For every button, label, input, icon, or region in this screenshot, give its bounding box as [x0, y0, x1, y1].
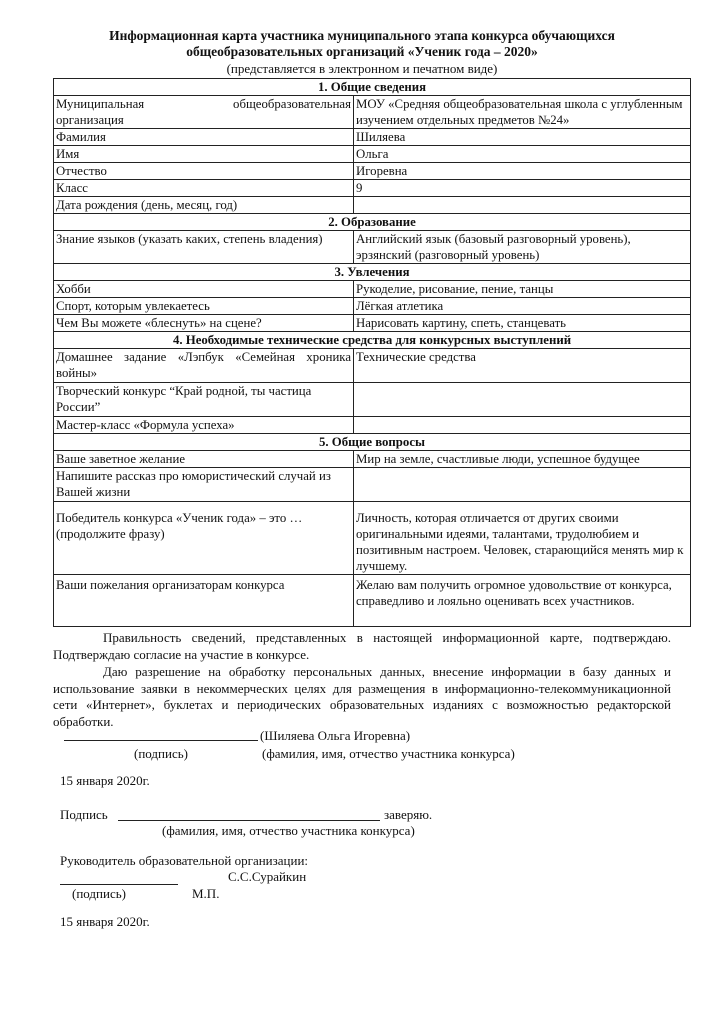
sport-label: Спорт, которым увлекаетесь [54, 298, 354, 315]
table-row [54, 383, 691, 417]
surname-value: Шиляева [354, 129, 691, 146]
table-row [54, 315, 691, 332]
section-general-questions-title: 5. Общие вопросы [54, 434, 691, 451]
wish-value: Мир на земле, счастливые люди, успешное будущее [354, 451, 691, 468]
name-value: Ольга [354, 146, 691, 163]
surname-label: Фамилия [54, 129, 354, 146]
signature-line [64, 740, 258, 741]
section-education-title: 2. Образование [54, 214, 691, 231]
municipal-label-c: организация [56, 113, 124, 127]
section-row [54, 79, 691, 96]
table-row [54, 96, 691, 129]
table-row [54, 180, 691, 197]
doc-title-line2: общеобразовательных организаций «Ученик года – 2020» [186, 44, 538, 59]
table-row [54, 468, 691, 502]
patronymic-label: Отчество [54, 163, 354, 180]
birth-value [354, 197, 691, 214]
table-row [54, 575, 691, 627]
master-value [354, 417, 691, 434]
story-value [354, 468, 691, 502]
table-row [54, 417, 691, 434]
winner-label: Победитель конкурса «Ученик года» – это … (продолжите фразу) [54, 502, 354, 575]
table-row [54, 129, 691, 146]
table-row [54, 163, 691, 180]
languages-value: Английский язык (базовый разговорный уровень), эрзянский (разговорный уровень) [354, 231, 691, 264]
table-row [54, 298, 691, 315]
section-hobbies-title: 3. Увлечения [54, 264, 691, 281]
date-2: 15 января 2020г. [60, 914, 150, 929]
table-row [54, 231, 691, 264]
head-label: Руководитель образовательной организации: [60, 853, 309, 868]
wish-label: Ваше заветное желание [54, 451, 354, 468]
class-label: Класс [54, 180, 354, 197]
municipal-value: МОУ «Средняя общеобразовательная школа с углубленным изучением отдельных предметов №24» [354, 96, 691, 129]
section-row [54, 434, 691, 451]
participant-name: (Шиляева Ольга Игоревна) [260, 728, 411, 743]
certify-prefix: Подпись [60, 807, 108, 822]
doc-subtitle: (представляется в электронном и печатном виде) [226, 61, 498, 76]
name-label: Имя [54, 146, 354, 163]
hobby-value: Рукоделие, рисование, пение, танцы [354, 281, 691, 298]
certify-caption: (фамилия, имя, отчество участника конкурса) [162, 823, 415, 838]
master-label: Мастер-класс «Формула успеха» [54, 417, 354, 434]
wishes-value: Желаю вам получить огромное удовольствие от конкурса, справедливо и лояльно оценивать всех участников. [354, 575, 691, 627]
story-label: Напишите рассказ про юмористический случай из Вашей жизни [54, 468, 354, 502]
table-row [54, 502, 691, 575]
certify-line [118, 820, 380, 821]
section-general-title: 1. Общие сведения [54, 79, 691, 96]
hobby-label: Хобби [54, 281, 354, 298]
wishes-label: Ваши пожелания организаторам конкурса [54, 575, 354, 627]
table-row [54, 146, 691, 163]
consent-paragraph: Даю разрешение на обработку персональных данных, внесение информации в базу данных и использование заявки в некоммерческих целях для размещения в информационно-телекоммуникационной сети «Интернет», буклетах и периодических образовательных изданиях с возможностью редакторской обработки. [53, 664, 671, 729]
winner-value: Личность, которая отличается от других своими оригинальными идеями, талантами, трудолюбием и позитивным настроем. Человек, старающийся менять мир к лучшему. [354, 502, 691, 575]
doc-title-line1: Информационная карта участника муниципального этапа конкурса обучающихся [109, 28, 615, 43]
stamp-label: М.П. [192, 886, 220, 901]
signature-caption: (подпись) [134, 746, 188, 761]
confirmation-paragraph: Правильность сведений, представленных в настоящей информационной карте, подтверждаю. Подтверждаю согласие на участие в конкурсе. [53, 630, 671, 662]
patronymic-value: Игоревна [354, 163, 691, 180]
head-name: С.С.Сурайкин [228, 869, 307, 884]
table-row [54, 349, 691, 383]
birth-label: Дата рождения (день, месяц, год) [54, 197, 354, 214]
certify-suffix: заверяю. [384, 807, 433, 822]
creative-value [354, 383, 691, 417]
sport-value: Лёгкая атлетика [354, 298, 691, 315]
section-row [54, 214, 691, 231]
head-signature-line [60, 884, 178, 885]
section-tech-title: 4. Необходимые технические средства для конкурсных выступлений [54, 332, 691, 349]
homework-label: Домашнее задание «Лэпбук «Семейная хроника войны» [54, 349, 354, 383]
class-value: 9 [354, 180, 691, 197]
homework-value: Технические средства [354, 349, 691, 383]
fio-caption: (фамилия, имя, отчество участника конкурса) [262, 746, 515, 761]
table-row [54, 197, 691, 214]
municipal-label [54, 96, 354, 129]
head-signature-caption: (подпись) [72, 886, 126, 901]
municipal-label-a: Муниципальная [56, 97, 145, 111]
section-row [54, 264, 691, 281]
table-row [54, 451, 691, 468]
table-row [54, 281, 691, 298]
languages-label: Знание языков (указать каких, степень владения) [54, 231, 354, 264]
stage-value: Нарисовать картину, спеть, станцевать [354, 315, 691, 332]
municipal-label-b: общеобразовательная [233, 97, 351, 111]
stage-label: Чем Вы можете «блеснуть» на сцене? [54, 315, 354, 332]
creative-label: Творческий конкурс “Край родной, ты частица России” [54, 383, 354, 417]
date-1: 15 января 2020г. [60, 773, 150, 788]
info-card-table [53, 78, 691, 627]
section-row [54, 332, 691, 349]
